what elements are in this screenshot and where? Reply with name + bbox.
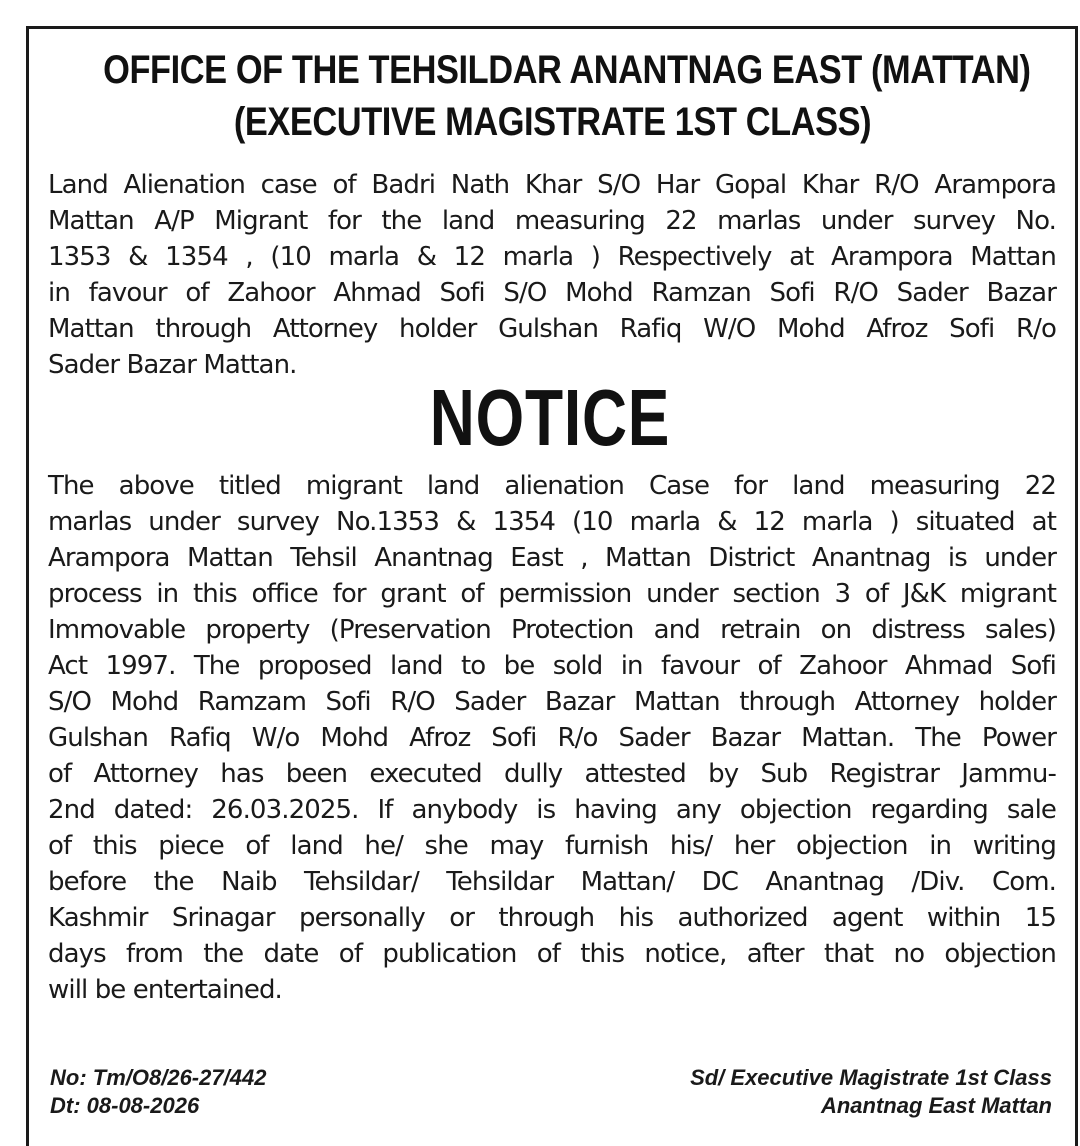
office-subheading: (EXECUTIVE MAGISTRATE 1ST CLASS) <box>233 100 872 144</box>
body-line: of Attorney has been executed dully attested by Sub Registrar Jammu- <box>48 759 1056 789</box>
body-line: days from the date of publication of this notice, after that no objection <box>48 939 1056 969</box>
body-line: S/O Mohd Ramzam Sofi R/O Sader Bazar Mattan through Attorney holder <box>48 687 1056 717</box>
case-title-line: 1353 & 1354 , (10 marla & 12 marla ) Respectively at Arampora Mattan <box>48 242 1056 272</box>
office-heading: OFFICE OF THE TEHSILDAR ANANTNAG EAST (MATTAN) <box>103 48 1031 92</box>
case-title-line: Sader Bazar Mattan. <box>48 350 297 380</box>
body-line: 2nd dated: 26.03.2025. If anybody is having any objection regarding sale <box>48 795 1056 825</box>
notice-title: NOTICE <box>429 373 671 462</box>
case-title-line: Mattan through Attorney holder Gulshan Rafiq W/O Mohd Afroz Sofi R/o <box>48 314 1056 344</box>
body-line: Arampora Mattan Tehsil Anantnag East , Mattan District Anantnag is under <box>48 543 1056 573</box>
body-line: The above titled migrant land alienation Case for land measuring 22 <box>48 471 1056 501</box>
notice-body <box>48 468 1056 1008</box>
body-line: marlas under survey No.1353 & 1354 (10 marla & 12 marla ) situated at <box>48 507 1056 537</box>
body-line: will be entertained. <box>48 975 282 1005</box>
signatory-office: Anantnag East Mattan <box>820 1093 1052 1118</box>
signatory-block <box>690 1064 1052 1120</box>
body-line: Gulshan Rafiq W/o Mohd Afroz Sofi R/o Sader Bazar Mattan. The Power <box>48 723 1056 753</box>
case-title-line: Mattan A/P Migrant for the land measuring 22 marlas under survey No. <box>48 206 1056 236</box>
body-line: of this piece of land he/ she may furnish his/ her objection in writing <box>48 831 1056 861</box>
case-title <box>48 167 1056 383</box>
case-title-line: Land Alienation case of Badri Nath Khar S/O Har Gopal Khar R/O Arampora <box>48 170 1056 200</box>
body-line: process in this office for grant of permission under section 3 of J&K migrant <box>48 579 1056 609</box>
reference-block <box>50 1064 266 1120</box>
body-line: Kashmir Srinagar personally or through his authorized agent within 15 <box>48 903 1056 933</box>
reference-number: No: Tm/O8/26-27/442 <box>50 1065 267 1090</box>
reference-date: Dt: 08-08-2026 <box>50 1093 200 1118</box>
body-line: Act 1997. The proposed land to be sold in favour of Zahoor Ahmad Sofi <box>48 651 1056 681</box>
case-title-line: in favour of Zahoor Ahmad Sofi S/O Mohd Ramzan Sofi R/O Sader Bazar <box>48 278 1056 308</box>
signatory-title: Sd/ Executive Magistrate 1st Class <box>690 1065 1052 1090</box>
body-line: before the Naib Tehsildar/ Tehsildar Mattan/ DC Anantnag /Div. Com. <box>48 867 1056 897</box>
body-line: Immovable property (Preservation Protection and retrain on distress sales) <box>48 615 1056 645</box>
